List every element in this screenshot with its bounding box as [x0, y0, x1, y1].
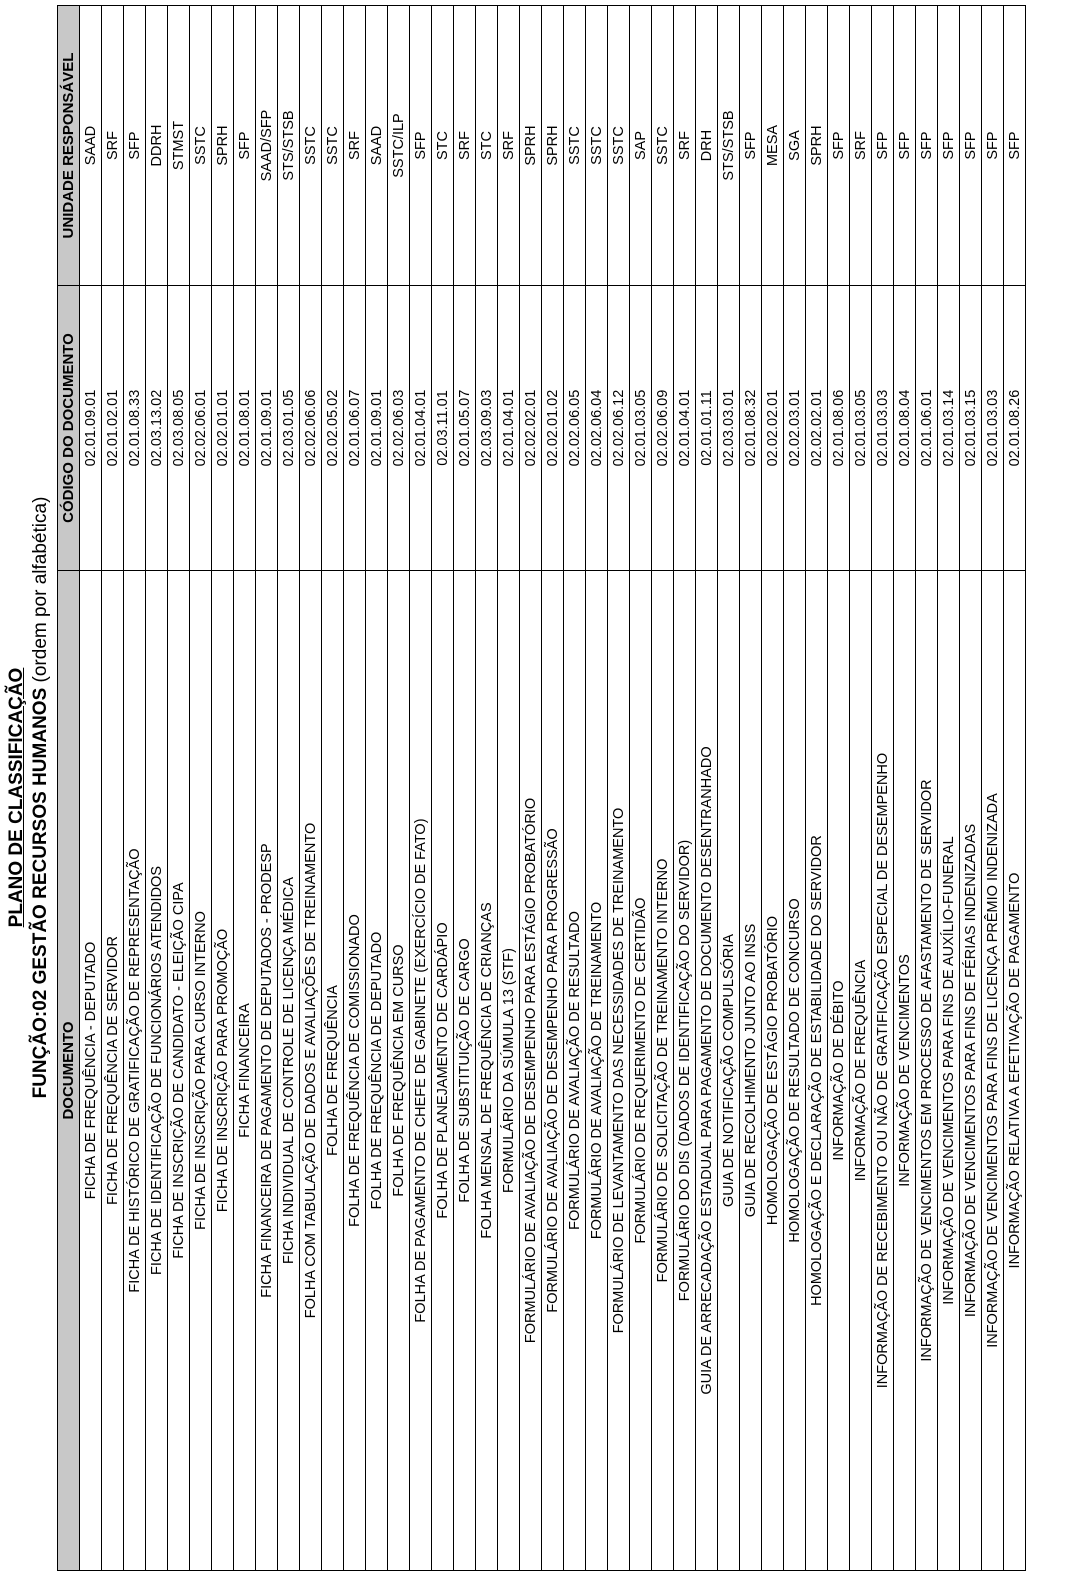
cell-documento: INFORMAÇÃO DE VENCIMENTOS PARA FINS DE FÉRIAS INDENIZADAS [960, 571, 982, 1571]
cell-documento: GUIA DE RECOLHIMENTO JUNTO AO INSS [740, 571, 762, 1571]
cell-unidade: SAAD [80, 6, 102, 286]
cell-codigo: 02.01.03.14 [938, 286, 960, 571]
cell-documento: INFORMAÇÃO DE VENCIMENTOS [894, 571, 916, 1571]
subtitle-suffix: (ordem por alfabética) [30, 496, 51, 688]
table-row [916, 6, 938, 1571]
cell-unidade: SPRH [542, 6, 564, 286]
table-row [608, 6, 630, 1571]
cell-codigo: 02.02.06.03 [388, 286, 410, 571]
cell-unidade: STC [432, 6, 454, 286]
cell-unidade: SFP [982, 6, 1004, 286]
cell-codigo: 02.01.04.01 [498, 286, 520, 571]
cell-codigo: 02.02.06.05 [564, 286, 586, 571]
page-subtitle [29, 0, 53, 1595]
cell-documento: INFORMAÇÃO DE DÉBITO [828, 571, 850, 1571]
cell-codigo: 02.01.06.01 [916, 286, 938, 571]
table-row [300, 6, 322, 1571]
cell-unidade: SRF [454, 6, 476, 286]
table-row [124, 6, 146, 1571]
table-row [256, 6, 278, 1571]
cell-unidade: SFP [938, 6, 960, 286]
cell-codigo: 02.03.08.05 [168, 286, 190, 571]
cell-unidade: SFP [872, 6, 894, 286]
cell-documento: FOLHA DE FREQUÊNCIA DE DEPUTADO [366, 571, 388, 1571]
cell-codigo: 02.02.02.01 [762, 286, 784, 571]
table-row [388, 6, 410, 1571]
table-row [960, 6, 982, 1571]
cell-codigo: 02.03.13.02 [146, 286, 168, 571]
cell-documento: FOLHA DE PLANEJAMENTO DE CARDÁPIO [432, 571, 454, 1571]
cell-codigo: 02.01.08.04 [894, 286, 916, 571]
cell-documento: FOLHA DE PAGAMENTO DE CHEFE DE GABINETE (EXERCÍCIO DE FATO) [410, 571, 432, 1571]
cell-documento: HOMOLOGAÇÃO E DECLARAÇÃO DE ESTABILIDADE DO SERVIDOR [806, 571, 828, 1571]
cell-documento: FORMULÁRIO DE AVALIAÇÃO DE DESEMPENHO PARA ESTÁGIO PROBATÓRIO [520, 571, 542, 1571]
cell-codigo: 02.01.02.01 [102, 286, 124, 571]
cell-unidade: SRF [674, 6, 696, 286]
table-row [564, 6, 586, 1571]
cell-documento: FORMULÁRIO DE LEVANTAMENTO DAS NECESSIDADES DE TREINAMENTO [608, 571, 630, 1571]
cell-documento: FOLHA COM TABULAÇÃO DE DADOS E AVALIAÇÕES DE TREINAMENTO [300, 571, 322, 1571]
cell-unidade: SSTC/ILP [388, 6, 410, 286]
table-row [476, 6, 498, 1571]
cell-unidade: SSTC [586, 6, 608, 286]
cell-unidade: SFP [894, 6, 916, 286]
table-row [938, 6, 960, 1571]
cell-documento: FOLHA DE FREQUÊNCIA EM CURSO [388, 571, 410, 1571]
cell-unidade: SFP [410, 6, 432, 286]
table-row [322, 6, 344, 1571]
cell-codigo: 02.01.01.11 [696, 286, 718, 571]
cell-codigo: 02.03.01.05 [278, 286, 300, 571]
cell-unidade: STS/STSB [278, 6, 300, 286]
cell-documento: FORMULÁRIO DE AVALIAÇÃO DE TREINAMENTO [586, 571, 608, 1571]
cell-unidade: SRF [344, 6, 366, 286]
cell-documento: INFORMAÇÃO RELATIVA A EFETIVAÇÃO DE PAGAMENTO [1004, 571, 1026, 1571]
table-row [652, 6, 674, 1571]
cell-unidade: SSTC [652, 6, 674, 286]
cell-codigo: 02.01.08.06 [828, 286, 850, 571]
table-row [212, 6, 234, 1571]
cell-unidade: SSTC [608, 6, 630, 286]
cell-codigo: 02.01.08.01 [234, 286, 256, 571]
cell-codigo: 02.03.09.03 [476, 286, 498, 571]
cell-codigo: 02.01.03.15 [960, 286, 982, 571]
table-row [696, 6, 718, 1571]
table-row [542, 6, 564, 1571]
cell-unidade: SSTC [564, 6, 586, 286]
cell-documento: FICHA DE INSCRIÇÃO DE CANDIDATO - ELEIÇÃO CIPA [168, 571, 190, 1571]
table-row [784, 6, 806, 1571]
table-row [146, 6, 168, 1571]
cell-unidade: SFP [828, 6, 850, 286]
table-row [344, 6, 366, 1571]
table-row [740, 6, 762, 1571]
classification-table [57, 5, 1026, 1571]
cell-unidade: MESA [762, 6, 784, 286]
cell-unidade: SFP [234, 6, 256, 286]
table-row [872, 6, 894, 1571]
cell-documento: FOLHA DE FREQUÊNCIA [322, 571, 344, 1571]
cell-documento: INFORMAÇÃO DE RECEBIMENTO OU NÃO DE GRATIFICAÇÃO ESPECIAL DE DESEMPENHO [872, 571, 894, 1571]
cell-documento: FICHA DE FREQUÊNCIA DE SERVIDOR [102, 571, 124, 1571]
table-body [80, 6, 1026, 1571]
cell-unidade: SPRH [212, 6, 234, 286]
cell-unidade: DRH [696, 6, 718, 286]
cell-unidade: SAP [630, 6, 652, 286]
cell-unidade: SRF [498, 6, 520, 286]
table-row [762, 6, 784, 1571]
cell-documento: GUIA DE ARRECADAÇÃO ESTADUAL PARA PAGAMENTO DE DOCUMENTO DESENTRANHADO [696, 571, 718, 1571]
cell-documento: HOMOLOGAÇÃO DE RESULTADO DE CONCURSO [784, 571, 806, 1571]
table-header-row [58, 6, 80, 1571]
cell-documento: FICHA DE FREQUÊNCIA - DEPUTADO [80, 571, 102, 1571]
table-row [168, 6, 190, 1571]
cell-codigo: 02.01.03.05 [850, 286, 872, 571]
cell-documento: INFORMAÇÃO DE VENCIMENTOS EM PROCESSO DE AFASTAMENTO DE SERVIDOR [916, 571, 938, 1571]
cell-documento: GUIA DE NOTIFICAÇÃO COMPULSÓRIA [718, 571, 740, 1571]
header-codigo: CÓDIGO DO DOCUMENTO [58, 286, 80, 571]
cell-codigo: 02.03.11.01 [432, 286, 454, 571]
cell-codigo: 02.02.06.01 [190, 286, 212, 571]
cell-unidade: SSTC [322, 6, 344, 286]
cell-unidade: SAAD [366, 6, 388, 286]
table-row [190, 6, 212, 1571]
cell-documento: FICHA INDIVIDUAL DE CONTROLE DE LICENÇA MÉDICA [278, 571, 300, 1571]
subtitle-main: FUNÇÃO:02 GESTÃO RECURSOS HUMANOS [30, 687, 51, 1099]
cell-codigo: 02.01.08.32 [740, 286, 762, 571]
table-row [410, 6, 432, 1571]
table-row [454, 6, 476, 1571]
cell-codigo: 02.01.08.26 [1004, 286, 1026, 571]
cell-unidade: SPRH [806, 6, 828, 286]
table-row [520, 6, 542, 1571]
table-row [80, 6, 102, 1571]
cell-unidade: SFP [124, 6, 146, 286]
cell-codigo: 02.02.05.02 [322, 286, 344, 571]
table-row [234, 6, 256, 1571]
cell-codigo: 02.01.09.01 [366, 286, 388, 571]
cell-codigo: 02.01.03.05 [630, 286, 652, 571]
cell-codigo: 02.01.03.03 [872, 286, 894, 571]
cell-documento: INFORMAÇÃO DE FREQUÊNCIA [850, 571, 872, 1571]
cell-codigo: 02.01.04.01 [674, 286, 696, 571]
cell-codigo: 02.01.08.33 [124, 286, 146, 571]
cell-unidade: SRF [850, 6, 872, 286]
cell-unidade: SGA [784, 6, 806, 286]
cell-unidade: STMST [168, 6, 190, 286]
table-row [278, 6, 300, 1571]
cell-codigo: 02.02.01.01 [212, 286, 234, 571]
cell-documento: FICHA FINANCEIRA DE PAGAMENTO DE DEPUTADOS - PRODESP [256, 571, 278, 1571]
cell-unidade: SAAD/SFP [256, 6, 278, 286]
cell-codigo: 02.02.02.01 [520, 286, 542, 571]
cell-documento: FICHA DE IDENTIFICAÇÃO DE FUNCIONÁRIOS ATENDIDOS [146, 571, 168, 1571]
table-row [432, 6, 454, 1571]
table-row [366, 6, 388, 1571]
cell-documento: FOLHA MENSAL DE FREQUÊNCIA DE CRIANÇAS [476, 571, 498, 1571]
cell-documento: FORMULÁRIO DE AVALIAÇÃO DE RESULTADO [564, 571, 586, 1571]
cell-unidade: SPRH [520, 6, 542, 286]
table-row [630, 6, 652, 1571]
table-row [718, 6, 740, 1571]
cell-documento: FORMULÁRIO DE REQUERIMENTO DE CERTIDÃO [630, 571, 652, 1571]
cell-codigo: 02.01.06.07 [344, 286, 366, 571]
cell-codigo: 02.02.06.06 [300, 286, 322, 571]
cell-codigo: 02.03.03.01 [718, 286, 740, 571]
cell-unidade: DDRH [146, 6, 168, 286]
table-row [894, 6, 916, 1571]
cell-codigo: 02.02.06.04 [586, 286, 608, 571]
cell-unidade: SRF [102, 6, 124, 286]
cell-documento: INFORMAÇÃO DE VENCIMENTOS PARA FINS DE LICENÇA PRÊMIO INDENIZADA [982, 571, 1004, 1571]
table-row [806, 6, 828, 1571]
cell-unidade: SFP [960, 6, 982, 286]
cell-codigo: 02.01.04.01 [410, 286, 432, 571]
cell-unidade: STS/STSB [718, 6, 740, 286]
table-row [102, 6, 124, 1571]
header-unidade: UNIDADE RESPONSÁVEL [58, 6, 80, 286]
table-row [982, 6, 1004, 1571]
table-row [1004, 6, 1026, 1571]
cell-codigo: 02.02.06.09 [652, 286, 674, 571]
cell-unidade: STC [476, 6, 498, 286]
table-row [586, 6, 608, 1571]
cell-codigo: 02.01.05.07 [454, 286, 476, 571]
cell-codigo: 02.02.03.01 [784, 286, 806, 571]
cell-documento: FORMULÁRIO DO DIS (DADOS DE IDENTIFICAÇÃO DO SERVIDOR) [674, 571, 696, 1571]
header-documento: DOCUMENTO [58, 571, 80, 1571]
cell-documento: FICHA DE HISTÓRICO DE GRATIFICAÇÃO DE REPRESENTAÇÃO [124, 571, 146, 1571]
cell-codigo: 02.02.01.02 [542, 286, 564, 571]
cell-documento: FICHA DE INSCRIÇÃO PARA PROMOÇÃO [212, 571, 234, 1571]
cell-codigo: 02.02.02.01 [806, 286, 828, 571]
cell-codigo: 02.01.03.03 [982, 286, 1004, 571]
cell-documento: FOLHA DE FREQUÊNCIA DE COMISSIONADO [344, 571, 366, 1571]
cell-documento: FOLHA DE SUBSTITUIÇÃO DE CARGO [454, 571, 476, 1571]
cell-codigo: 02.01.09.01 [80, 286, 102, 571]
table-row [850, 6, 872, 1571]
cell-unidade: SFP [916, 6, 938, 286]
cell-documento: HOMOLOGAÇÃO DE ESTÁGIO PROBATÓRIO [762, 571, 784, 1571]
table-row [828, 6, 850, 1571]
cell-unidade: SFP [740, 6, 762, 286]
cell-unidade: SSTC [300, 6, 322, 286]
cell-documento: INFORMAÇÃO DE VENCIMENTOS PARA FINS DE AUXÍLIO-FUNERAL [938, 571, 960, 1571]
page-title: PLANO DE CLASSIFICAÇÃO [6, 667, 27, 928]
cell-documento: FORMULÁRIO DA SÚMULA 13 (STF) [498, 571, 520, 1571]
cell-documento: FICHA DE INSCRIÇÃO PARA CURSO INTERNO [190, 571, 212, 1571]
cell-codigo: 02.02.06.12 [608, 286, 630, 571]
table-row [674, 6, 696, 1571]
table-row [498, 6, 520, 1571]
cell-unidade: SSTC [190, 6, 212, 286]
cell-unidade: SFP [1004, 6, 1026, 286]
cell-documento: FICHA FINANCEIRA [234, 571, 256, 1571]
cell-documento: FORMULÁRIO DE AVALIAÇÃO DE DESEMPENHO PARA PROGRESSÃO [542, 571, 564, 1571]
cell-codigo: 02.01.09.01 [256, 286, 278, 571]
cell-documento: FORMULÁRIO DE SOLICITAÇÃO DE TREINAMENTO INTERNO [652, 571, 674, 1571]
